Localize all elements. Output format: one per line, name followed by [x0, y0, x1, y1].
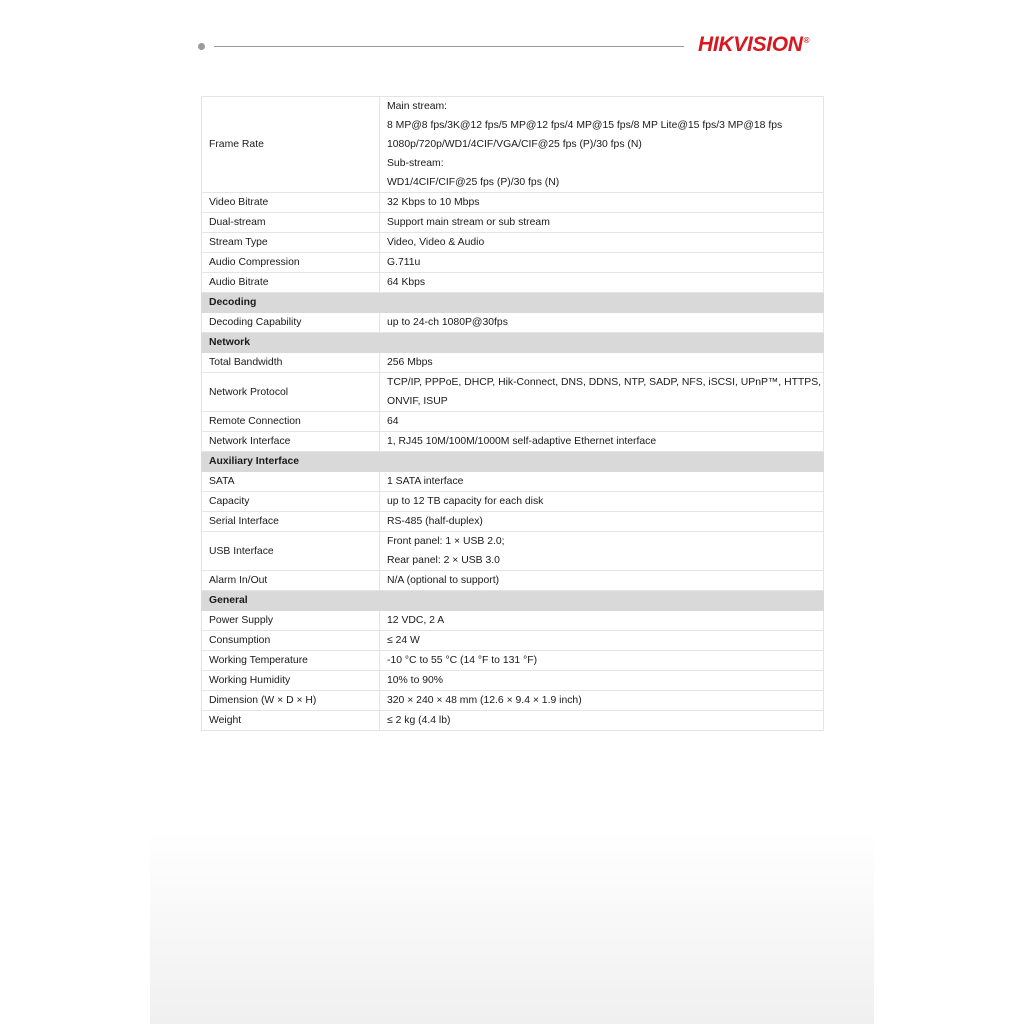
spec-value: Front panel: 1 × USB 2.0;	[387, 536, 505, 547]
spec-value-cell	[380, 651, 824, 671]
spec-value-cell	[380, 193, 824, 213]
spec-row	[202, 213, 824, 233]
spec-label: Stream Type	[202, 233, 380, 253]
spec-value: RS-485 (half-duplex)	[387, 516, 483, 527]
spec-row	[202, 233, 824, 253]
spec-label: Capacity	[202, 492, 380, 512]
spec-value: ≤ 2 kg (4.4 lb)	[387, 715, 451, 726]
spec-value-cell	[380, 512, 824, 532]
spec-value: -10 °C to 55 °C (14 °F to 131 °F)	[387, 655, 538, 666]
spec-value-cell	[380, 313, 824, 333]
spec-label: USB Interface	[202, 532, 380, 571]
spec-row	[202, 571, 824, 591]
spec-value-cell	[380, 233, 824, 253]
spec-label: SATA	[202, 472, 380, 492]
spec-value-cell	[380, 273, 824, 293]
spec-value: WD1/4CIF/CIF@25 fps (P)/30 fps (N)	[387, 177, 560, 188]
spec-row	[202, 691, 824, 711]
spec-label: Weight	[202, 711, 380, 731]
spec-table-body	[202, 97, 824, 731]
spec-value-cell	[380, 432, 824, 452]
spec-value: Video, Video & Audio	[387, 237, 485, 248]
spec-value: 1 SATA interface	[387, 476, 464, 487]
spec-label: Alarm In/Out	[202, 571, 380, 591]
spec-value: 8 MP@8 fps/3K@12 fps/5 MP@12 fps/4 MP@15 fps/8 MP Lite@15 fps/3 MP@18 fps	[387, 120, 783, 131]
spec-value-cell	[380, 532, 824, 571]
spec-value-cell	[380, 611, 824, 631]
spec-value: 1080p/720p/WD1/4CIF/VGA/CIF@25 fps (P)/30 fps (N)	[387, 139, 642, 150]
spec-row	[202, 353, 824, 373]
spec-value-cell	[380, 571, 824, 591]
spec-value: 256 Mbps	[387, 357, 433, 368]
header-rule	[214, 46, 684, 47]
hikvision-logo	[698, 33, 809, 57]
spec-value-cell	[380, 253, 824, 273]
spec-row	[202, 253, 824, 273]
section-header-row	[202, 452, 824, 472]
page-bottom-shade	[150, 830, 874, 1024]
section-blank-cell	[380, 452, 824, 472]
spec-label: Network Interface	[202, 432, 380, 452]
section-blank-cell	[380, 333, 824, 353]
spec-row	[202, 671, 824, 691]
spec-label: Dual-stream	[202, 213, 380, 233]
spec-label: Video Bitrate	[202, 193, 380, 213]
spec-value: Main stream:	[387, 101, 448, 112]
spec-label: Power Supply	[202, 611, 380, 631]
trademark-symbol: ®	[803, 36, 810, 45]
spec-value-cell	[380, 631, 824, 651]
spec-row	[202, 432, 824, 452]
section-header-row	[202, 591, 824, 611]
spec-value: 32 Kbps to 10 Mbps	[387, 197, 480, 208]
spec-label: Audio Compression	[202, 253, 380, 273]
spec-value: 64	[387, 416, 399, 427]
spec-row	[202, 631, 824, 651]
spec-row	[202, 532, 824, 571]
spec-row	[202, 472, 824, 492]
spec-value: 320 × 240 × 48 mm (12.6 × 9.4 × 1.9 inch)	[387, 695, 582, 706]
section-title: Network	[202, 333, 380, 353]
spec-value-cell	[380, 671, 824, 691]
spec-row	[202, 193, 824, 213]
spec-row	[202, 492, 824, 512]
logo-text: HIKVISION	[698, 33, 803, 56]
spec-label: Audio Bitrate	[202, 273, 380, 293]
spec-value: G.711u	[387, 257, 421, 268]
spec-label: Serial Interface	[202, 512, 380, 532]
spec-row	[202, 651, 824, 671]
spec-value: ONVIF, ISUP	[387, 396, 448, 407]
spec-label: Remote Connection	[202, 412, 380, 432]
section-blank-cell	[380, 591, 824, 611]
spec-value: TCP/IP, PPPoE, DHCP, Hik-Connect, DNS, DDNS, NTP, SADP, NFS, iSCSI, UPnP™, HTTPS,	[387, 377, 822, 388]
spec-value-cell	[380, 97, 824, 193]
spec-value: Sub-stream:	[387, 158, 444, 169]
section-blank-cell	[380, 293, 824, 313]
spec-value-cell	[380, 492, 824, 512]
spec-label: Consumption	[202, 631, 380, 651]
spec-value: 10% to 90%	[387, 675, 444, 686]
spec-value-cell	[380, 472, 824, 492]
spec-label: Network Protocol	[202, 373, 380, 412]
spec-value: up to 12 TB capacity for each disk	[387, 496, 544, 507]
spec-row	[202, 313, 824, 333]
spec-value-cell	[380, 213, 824, 233]
spec-row	[202, 512, 824, 532]
spec-label: Decoding Capability	[202, 313, 380, 333]
spec-value-cell	[380, 691, 824, 711]
spec-value: Rear panel: 2 × USB 3.0	[387, 555, 500, 566]
spec-value-cell	[380, 353, 824, 373]
spec-value: up to 24-ch 1080P@30fps	[387, 317, 508, 328]
spec-value: 1, RJ45 10M/100M/1000M self-adaptive Ethernet interface	[387, 436, 657, 447]
spec-value: Support main stream or sub stream	[387, 217, 550, 228]
header-dot	[198, 43, 205, 50]
spec-row	[202, 711, 824, 731]
section-title: General	[202, 591, 380, 611]
spec-value-cell	[380, 373, 824, 412]
spec-value: 12 VDC, 2 A	[387, 615, 445, 626]
section-title: Decoding	[202, 293, 380, 313]
section-header-row	[202, 333, 824, 353]
spec-row	[202, 412, 824, 432]
spec-row	[202, 273, 824, 293]
spec-value: 64 Kbps	[387, 277, 426, 288]
spec-row	[202, 373, 824, 412]
section-title: Auxiliary Interface	[202, 452, 380, 472]
spec-label: Working Humidity	[202, 671, 380, 691]
spec-row	[202, 611, 824, 631]
spec-value: ≤ 24 W	[387, 635, 420, 646]
spec-row	[202, 97, 824, 193]
spec-value-cell	[380, 412, 824, 432]
spec-label: Dimension (W × D × H)	[202, 691, 380, 711]
section-header-row	[202, 293, 824, 313]
spec-value: N/A (optional to support)	[387, 575, 500, 586]
spec-value-cell	[380, 711, 824, 731]
spec-label: Working Temperature	[202, 651, 380, 671]
spec-label: Frame Rate	[202, 97, 380, 193]
spec-table	[201, 96, 824, 731]
spec-label: Total Bandwidth	[202, 353, 380, 373]
